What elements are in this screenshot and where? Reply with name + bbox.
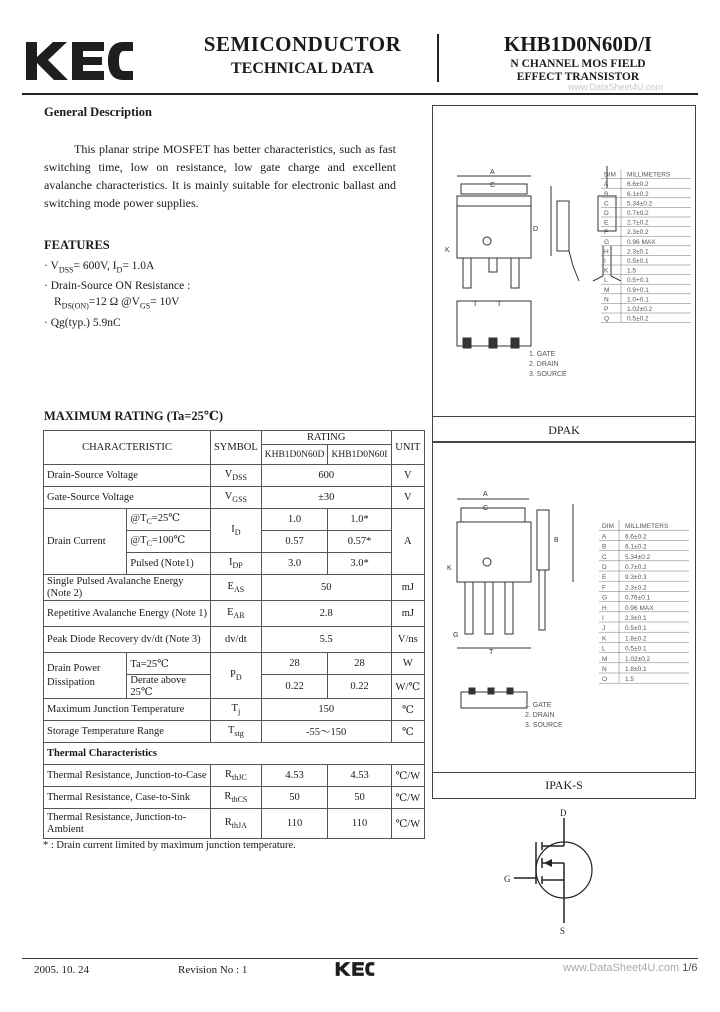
table-note: * : Drain current limited by maximum junction temperature. [43, 840, 296, 851]
dim-letter: P [604, 306, 609, 313]
svg-text:B: B [554, 537, 559, 544]
dim-letter: DIM [602, 523, 614, 531]
table-row: Gate-Source Voltage $V_{GSS}$ ±30 V [44, 487, 425, 509]
col-symbol: SYMBOL [210, 431, 261, 465]
dim-letter: N [604, 296, 609, 304]
dim-value: 0.96 MAX [627, 238, 656, 246]
dim-letter: L [604, 277, 608, 285]
dim-letter: B [602, 543, 607, 551]
dim-value: 0.5±0.2 [627, 315, 649, 323]
table-row: $@T_C=100℃$ 0.57 0.57* [44, 531, 425, 553]
dim-value: 0.5±0.1 [627, 258, 649, 265]
header-divider [437, 34, 439, 82]
dim-value: 2.3±0.1 [627, 248, 649, 256]
dim-value: 0.96 MAX [625, 604, 654, 612]
dim-letter: K [604, 267, 609, 275]
dim-letter: J [602, 625, 606, 633]
source-label: S [560, 926, 566, 936]
table-row: Maximum Junction Temperature $T_j$ 150 ℃ [44, 699, 425, 721]
table-row: Drain-Source Voltage $V_{DSS}$ 600 V [44, 465, 425, 487]
ipak-dim-table [599, 520, 693, 690]
max-rating-title: MAXIMUM RATING (Ta=25℃) [44, 409, 224, 423]
dim-value: 1.0+0.1 [627, 296, 649, 304]
dim-letter: K [602, 635, 607, 643]
general-description-title: General Description [44, 105, 152, 119]
dim-value: 2.3±0.2 [627, 229, 649, 237]
dim-letter: F [602, 584, 606, 592]
dim-value: 1.8±0.2 [625, 635, 647, 643]
table-row: Single Pulsed Avalanche Energy (Note 2) $E_{AS}$ 50 mJ [44, 575, 425, 601]
dpak-pin-3: 3. SOURCE [529, 371, 567, 378]
ipak-package-panel [432, 441, 696, 799]
dim-letter: H [604, 248, 609, 256]
thermal-title: Thermal Characteristics [44, 743, 425, 765]
dpak-label-rule [433, 416, 695, 417]
dim-letter: D [604, 210, 609, 217]
dim-value: 2.3±0.1 [625, 615, 647, 622]
dim-value: 9.3±0.3 [625, 574, 647, 582]
dim-value: 6.1±0.2 [625, 543, 647, 551]
dim-letter: M [604, 286, 610, 294]
watermark-top: www.DataSheet4U.com [568, 82, 664, 92]
general-description-body: This planar stripe MOSFET has better characteristics, such as fast switching time, low on resistance, low gate charge and excellent avalanche characteristics. It is mainly suitable for electronic ballast and switching mode power supplies. [44, 142, 396, 210]
footer-kec-logo [333, 960, 377, 978]
page-number: 1/6 [682, 962, 698, 974]
dim-value: 0.5±0.1 [625, 645, 647, 653]
col-rating: RATING [261, 431, 391, 445]
dim-value: 0.5±0.1 [625, 625, 647, 633]
footer-date: 2005. 10. 24 [34, 964, 89, 976]
ipak-pin-2: 2. DRAIN [525, 712, 555, 719]
feature-item: · Qg(typ.) 5.9nC [44, 316, 121, 329]
dpak-label: DPAK [548, 423, 580, 437]
header-subtitle: TECHNICAL DATA [231, 60, 374, 77]
ipak-pin-1: 1. GATE [525, 702, 552, 709]
ipak-pin-3: 3. SOURCE [525, 722, 563, 729]
table-row: Drain Power Dissipation Ta=25℃ $P_D$ 28 28 W [44, 653, 425, 675]
footer-revision: Revision No : 1 [178, 964, 248, 976]
dim-letter: E [602, 574, 607, 582]
footer-watermark: www.DataSheet4U.com 1/6 [563, 962, 698, 974]
part-desc-line2: EFFECT TRANSISTOR [516, 71, 640, 83]
dim-letter: Q [604, 315, 610, 323]
dim-value: 1.02±0.2 [625, 655, 651, 663]
table-row: Thermal Resistance, Junction-to-Ambient $R_{thJA}$ 110 110 ℃/W [44, 809, 425, 839]
dim-value: 0.7±0.2 [625, 564, 647, 571]
header-title: SEMICONDUCTOR [203, 32, 402, 56]
ipak-label: IPAK-S [545, 778, 583, 792]
dim-value: 5.34±0.2 [625, 553, 651, 561]
svg-text:K: K [445, 247, 450, 254]
svg-text:C: C [483, 505, 489, 512]
table-row: Peak Diode Recovery dv/dt (Note 3) dv/dt 5.5 V/ns [44, 627, 425, 653]
dim-value: 1.02±0.2 [627, 306, 653, 313]
dim-value: 0.76±0.1 [625, 594, 651, 602]
table-row: Repetitive Avalanche Energy (Note 1) $E_{AR}$ 2.8 mJ [44, 601, 425, 627]
dim-value: 2.3±0.2 [625, 584, 647, 592]
features-list [44, 258, 244, 331]
col-unit: UNIT [391, 431, 424, 465]
dim-value: 0.5+0.1 [627, 277, 649, 285]
dim-letter: H [602, 604, 607, 612]
kec-logo [22, 36, 137, 86]
dim-value: 2.7±0.2 [627, 219, 649, 227]
dim-letter: L [602, 645, 606, 653]
dim-letter: I [602, 615, 604, 622]
part-number: KHB1D0N60D/I [503, 32, 653, 56]
dim-letter: F [604, 229, 608, 237]
dim-value: MILLIMETERS [625, 523, 669, 531]
ipak-label-rule [433, 772, 695, 773]
svg-text:G: G [453, 632, 459, 639]
dim-letter: N [602, 666, 607, 673]
svg-text:T: T [473, 301, 478, 308]
dim-value: 6.1±0.2 [627, 190, 649, 198]
svg-text:T: T [489, 649, 494, 656]
dim-value: 1.8±0.1 [625, 666, 647, 673]
dpak-package-panel [432, 105, 696, 443]
dim-letter: A [604, 181, 609, 189]
table-row: Drain Current $@T_C=25℃$ $I_D$ 1.0 1.0* A [44, 509, 425, 531]
dim-letter: C [604, 200, 609, 208]
dpak-pin-1: 1. GATE [529, 351, 556, 358]
feature-item: · Drain-Source ON Resistance : [44, 280, 191, 293]
drain-label: D [560, 808, 567, 818]
svg-text:A: A [483, 491, 488, 498]
mosfet-symbol [500, 808, 620, 938]
col-rating-i: KHB1D0N60I [328, 445, 391, 465]
svg-text:T: T [497, 301, 502, 308]
dim-letter: C [602, 553, 607, 561]
max-rating-table [43, 430, 425, 839]
dim-value: 6.6±0.2 [627, 181, 649, 189]
svg-text:K: K [447, 565, 452, 572]
dim-letter: B [604, 190, 609, 198]
dim-letter: M [602, 655, 608, 663]
feature-item: · $V_{DSS}= 600V$, $I_D= 1.0A$ [44, 260, 155, 275]
dim-letter: DIM [604, 171, 616, 179]
col-characteristic: CHARACTERISTIC [44, 431, 211, 465]
dpak-pin-2: 2. DRAIN [529, 361, 559, 368]
part-description [448, 58, 708, 84]
svg-text:D: D [533, 226, 539, 233]
table-row: Storage Temperature Range $T_{stg}$ -55～150 ℃ [44, 721, 425, 743]
features-title: FEATURES [44, 238, 110, 252]
dim-value: 0.9+0.1 [627, 286, 649, 294]
svg-text:A: A [490, 169, 495, 176]
dim-value: MILLIMETERS [627, 171, 671, 179]
header-rule [22, 93, 698, 95]
dim-letter: E [604, 219, 609, 227]
col-rating-d: KHB1D0N60D [261, 445, 328, 465]
gate-label: G [504, 874, 511, 884]
table-row [44, 743, 425, 765]
table-row: Pulsed (Note1) $I_{DP}$ 3.0 3.0* [44, 553, 425, 575]
part-desc-line1: N CHANNEL MOS FIELD [510, 58, 646, 70]
dim-value: 0.7±0.2 [627, 210, 649, 217]
dim-letter: A [602, 533, 607, 541]
svg-text:C: C [490, 182, 496, 189]
dim-value: 1.5 [625, 676, 635, 684]
feature-item: $R_{DS(ON)}=12$ Ω $@V_{GS}= 10V$ [54, 296, 180, 311]
table-row: Derate above 25℃ 0.22 0.22 W/℃ [44, 675, 425, 699]
table-row: Thermal Resistance, Case-to-Sink $R_{thCS}$ 50 50 ℃/W [44, 787, 425, 809]
dim-letter: G [602, 594, 608, 602]
dpak-dim-table [601, 169, 693, 334]
dim-letter: D [602, 564, 607, 571]
dim-value: 6.6±0.2 [625, 533, 647, 541]
dim-value: 5.34±0.2 [627, 200, 653, 208]
table-row: Thermal Resistance, Junction-to-Case $R_{thJC}$ 4.53 4.53 ℃/W [44, 765, 425, 787]
dim-letter: G [604, 238, 610, 246]
dim-letter: O [602, 676, 608, 684]
dim-value: 1.5 [627, 267, 637, 275]
footer-rule [22, 958, 698, 959]
dim-letter: I [604, 258, 606, 265]
